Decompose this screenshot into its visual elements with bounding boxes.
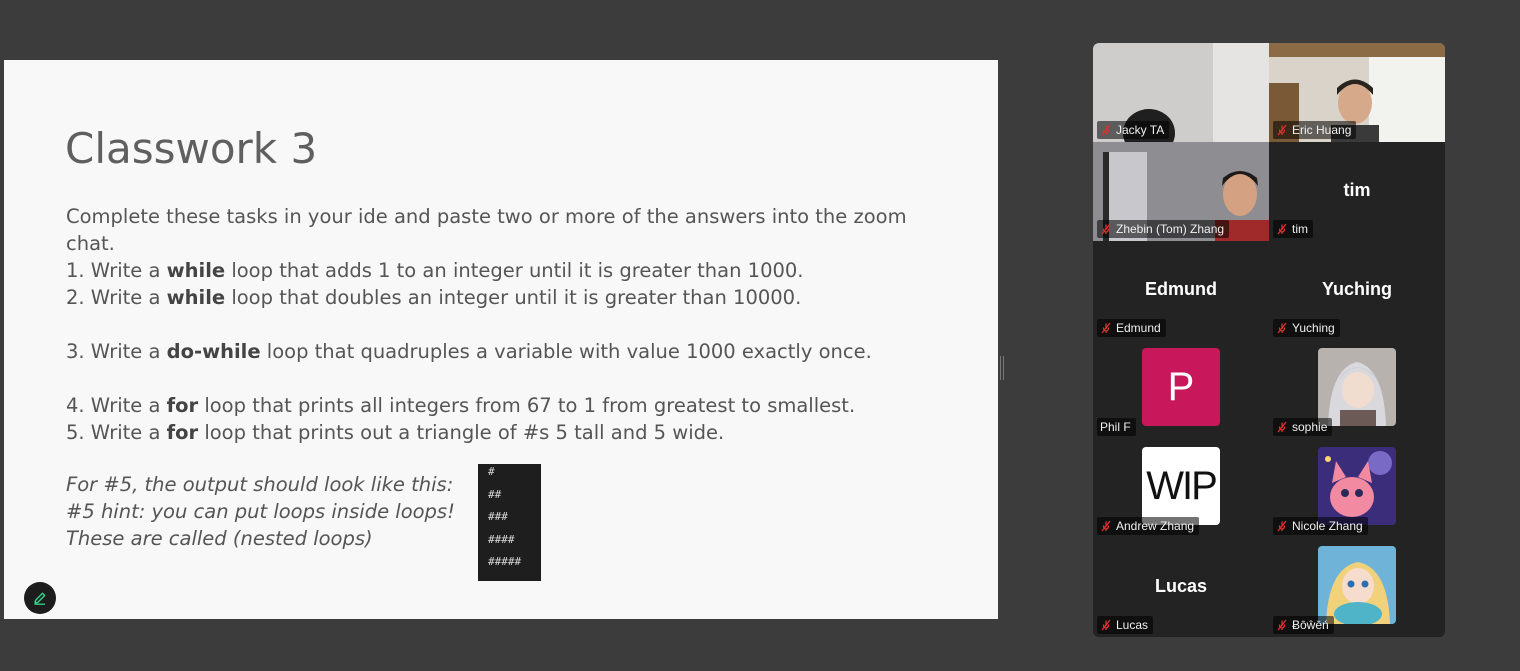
task-2: 2. Write a while loop that doubles an integer until it is greater than 10000.	[66, 286, 802, 309]
resize-handle[interactable]	[1000, 356, 1004, 380]
participant-tile[interactable]	[1269, 439, 1445, 538]
participant-name-label: Ƀōŵēń	[1273, 616, 1334, 634]
participant-tile[interactable]	[1269, 43, 1445, 142]
participant-tile[interactable]	[1093, 538, 1269, 637]
slide-title: Classwork 3	[65, 124, 318, 173]
muted-mic-icon	[1100, 124, 1112, 136]
annotate-button[interactable]	[24, 582, 56, 614]
participant-tile[interactable]	[1093, 241, 1269, 340]
participant-tile[interactable]	[1269, 241, 1445, 340]
intro-line: Complete these tasks in your ide and paste two or more of the answers into the zoom	[66, 205, 907, 228]
participant-tile[interactable]	[1269, 142, 1445, 241]
muted-mic-icon	[1100, 619, 1112, 631]
participant-tile[interactable]	[1269, 340, 1445, 439]
participant-display-name: tim	[1343, 180, 1371, 200]
participant-display-name: Edmund	[1145, 279, 1217, 299]
avatar	[1318, 348, 1396, 426]
participant-name-label: Jacky TA	[1097, 121, 1169, 139]
participant-tile-active[interactable]	[1093, 142, 1269, 241]
hint-text: For #5, the output should look like this: #5 hint: you can put loops inside loops! These are called (nested loops)	[66, 473, 455, 550]
participant-display-name: Yuching	[1321, 279, 1392, 299]
task-5: 5. Write a for loop that prints out a triangle of #s 5 tall and 5 wide.	[66, 421, 725, 444]
participant-name-label: Andrew Zhang	[1097, 517, 1199, 535]
muted-mic-icon	[1276, 421, 1288, 433]
participant-name-label: Phil F	[1097, 418, 1136, 436]
participant-tile[interactable]	[1093, 43, 1269, 142]
avatar	[1318, 546, 1396, 624]
task-4: 4. Write a for loop that prints all integers from 67 to 1 from greatest to smallest.	[66, 394, 856, 417]
task-1: 1. Write a while loop that adds 1 to an integer until it is greater than 1000.	[66, 259, 804, 282]
participant-name-label: Yuching	[1273, 319, 1340, 337]
muted-mic-icon	[1100, 322, 1112, 334]
shared-slide	[4, 60, 998, 619]
participant-name-label: tim	[1273, 220, 1313, 238]
participant-name-label: Nicole Zhang	[1273, 517, 1368, 535]
intro-line: chat.	[66, 232, 115, 255]
muted-mic-icon	[1276, 322, 1288, 334]
slide-body	[66, 203, 946, 446]
avatar: P	[1142, 348, 1220, 426]
participant-name-label: Edmund	[1097, 319, 1166, 337]
pencil-icon	[32, 590, 48, 606]
participant-tile[interactable]	[1093, 340, 1269, 439]
muted-mic-icon	[1276, 223, 1288, 235]
avatar	[1318, 447, 1396, 525]
task-3: 3. Write a do-while loop that quadruples a variable with value 1000 exactly once.	[66, 340, 872, 363]
terminal-output: # ## ### #### #####	[478, 464, 541, 581]
participant-name-label: Eric Huang	[1273, 121, 1356, 139]
participant-name-label: Lucas	[1097, 616, 1153, 634]
participant-gallery	[1093, 43, 1445, 637]
participant-name-label: Zhebin (Tom) Zhang	[1097, 220, 1229, 238]
participant-name-label: sophie	[1273, 418, 1332, 436]
muted-mic-icon	[1276, 520, 1288, 532]
muted-mic-icon	[1100, 223, 1112, 235]
muted-mic-icon	[1276, 619, 1288, 631]
participant-display-name: Lucas	[1154, 576, 1208, 596]
avatar: WIP	[1142, 447, 1220, 525]
muted-mic-icon	[1100, 520, 1112, 532]
muted-mic-icon	[1276, 124, 1288, 136]
participant-tile[interactable]	[1093, 439, 1269, 538]
participant-tile[interactable]	[1269, 538, 1445, 637]
